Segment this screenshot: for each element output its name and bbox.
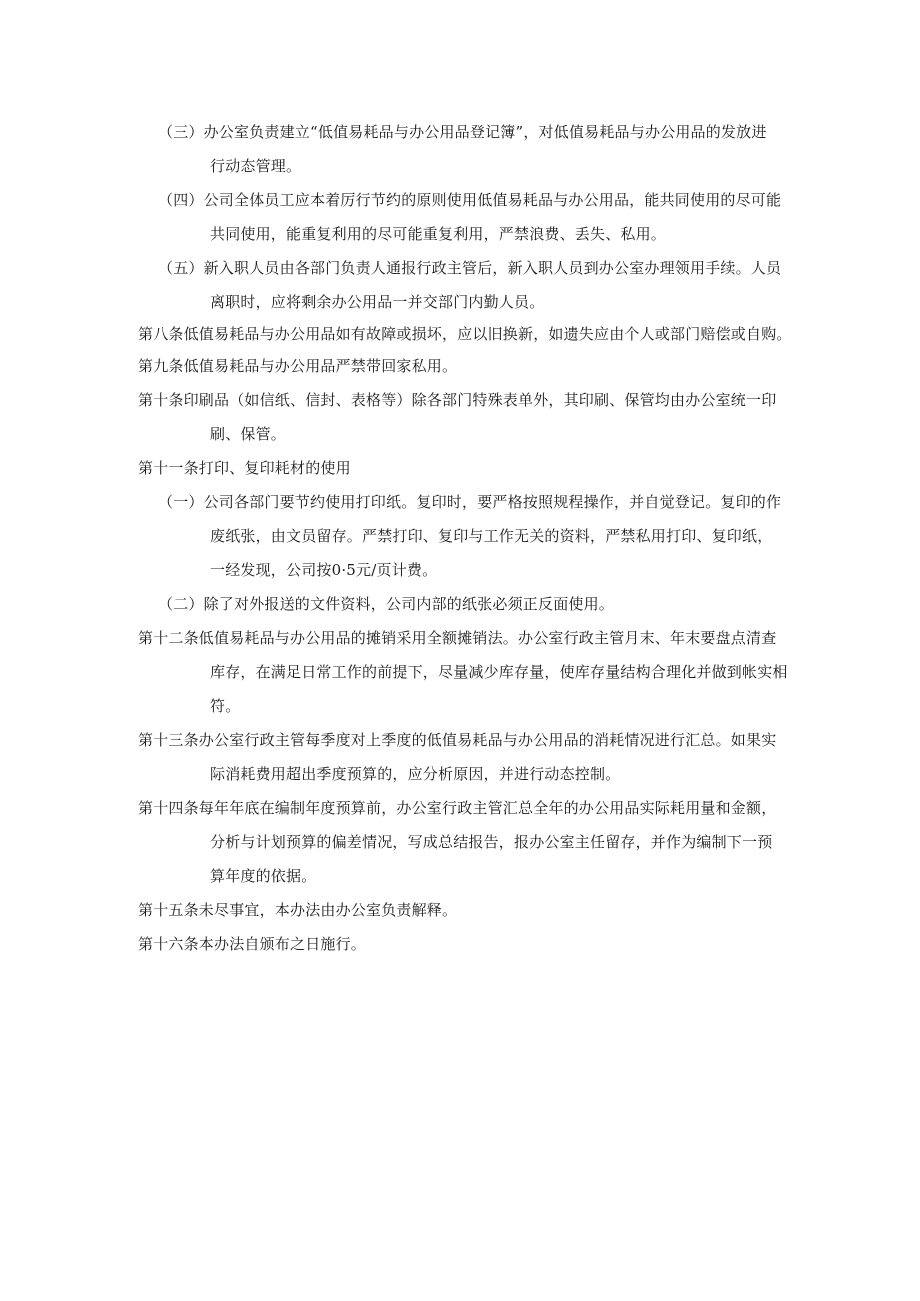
article-11-item-1 bbox=[138, 485, 794, 587]
paragraph-continuation: 际消耗费用超出季度预算的，应分析原因，并进行动态控制。 bbox=[210, 765, 621, 783]
article-15 bbox=[138, 893, 794, 927]
article-14 bbox=[138, 791, 794, 893]
article-11 bbox=[138, 451, 794, 485]
paragraph-line: 第十五条未尽事宜，本办法由办公室负责解释。 bbox=[138, 901, 458, 919]
paragraph-line: 第十六条本办法自颁布之日施行。 bbox=[138, 935, 367, 953]
paragraph-continuation: 行动态管理。 bbox=[210, 157, 302, 175]
paragraph-line: （一）公司各部门要节约使用打印纸。复印时，要严格按照规程操作，并自觉登记。复印的作 bbox=[158, 493, 782, 511]
paragraph-line: 第十四条每年年底在编制年度预算前，办公室行政主管汇总全年的办公用品实际耗用量和金额， bbox=[138, 799, 777, 817]
paragraph-line: （五）新入职人员由各部门负责人通报行政主管后，新入职人员到办公室办理领用手续。人员 bbox=[158, 259, 782, 277]
paragraph-continuation: 分析与计划预算的偏差情况，写成总结报告，报办公室主任留存，并作为编制下一预 bbox=[210, 833, 773, 851]
paragraph-continuation: 库存，在满足日常工作的前提下，尽量减少库存量，使库存量结构合理化并做到帐实相 bbox=[210, 663, 788, 681]
paragraph-line: 第八条低值易耗品与办公用品如有故障或损坏，应以旧换新，如遗失应由个人或部门赔偿或自购。 bbox=[138, 325, 792, 343]
paragraph-line: 第十三条办公室行政主管每季度对上季度的低值易耗品与办公用品的消耗情况进行汇总。如果实 bbox=[138, 731, 777, 749]
paragraph-continuation: 废纸张，由文员留存。严禁打印、复印与工作无关的资料，严禁私用打印、复印纸， bbox=[210, 527, 773, 545]
article-12 bbox=[138, 621, 794, 723]
paragraph-line: 第十二条低值易耗品与办公用品的摊销采用全额摊销法。办公室行政主管月末、年末要盘点清查 bbox=[138, 629, 777, 647]
article-8 bbox=[138, 317, 794, 351]
paragraph-line: 第十条印刷品（如信纸、信封、表格等）除各部门特殊表单外，其印刷、保管均由办公室统一印 bbox=[138, 391, 777, 409]
paragraph-continuation: 符。 bbox=[210, 697, 241, 715]
article-11-item-2 bbox=[138, 587, 794, 621]
clause-3-item-5 bbox=[138, 251, 794, 319]
paragraph-continuation: 共同使用，能重复利用的尽可能重复利用，严禁浪费、丢失、私用。 bbox=[210, 225, 667, 243]
paragraph-line: 第十一条打印、复印耗材的使用 bbox=[138, 459, 351, 477]
paragraph-line: 第九条低值易耗品与办公用品严禁带回家私用。 bbox=[138, 357, 458, 375]
clause-3-item-3 bbox=[138, 115, 794, 183]
article-10 bbox=[138, 383, 794, 451]
article-13 bbox=[138, 723, 794, 791]
paragraph-line: （二）除了对外报送的文件资料，公司内部的纸张必须正反面使用。 bbox=[158, 595, 615, 613]
clause-3-item-4 bbox=[138, 183, 794, 251]
paragraph-line: （三）办公室负责建立“低值易耗品与办公用品登记簿”，对低值易耗品与办公用品的发放进 bbox=[158, 123, 767, 141]
paragraph-continuation: 算年度的依据。 bbox=[210, 867, 317, 885]
paragraph-continuation: 刷、保管。 bbox=[210, 425, 287, 443]
article-16 bbox=[138, 927, 794, 961]
paragraph-continuation: 离职时，应将剩余办公用品一并交部门内勤人员。 bbox=[210, 293, 545, 311]
paragraph-line: （四）公司全体员工应本着厉行节约的原则使用低值易耗品与办公用品，能共同使用的尽可能 bbox=[158, 191, 782, 209]
paragraph-continuation: 一经发现，公司按0·5元/页计费。 bbox=[210, 561, 438, 579]
article-9 bbox=[138, 349, 794, 383]
